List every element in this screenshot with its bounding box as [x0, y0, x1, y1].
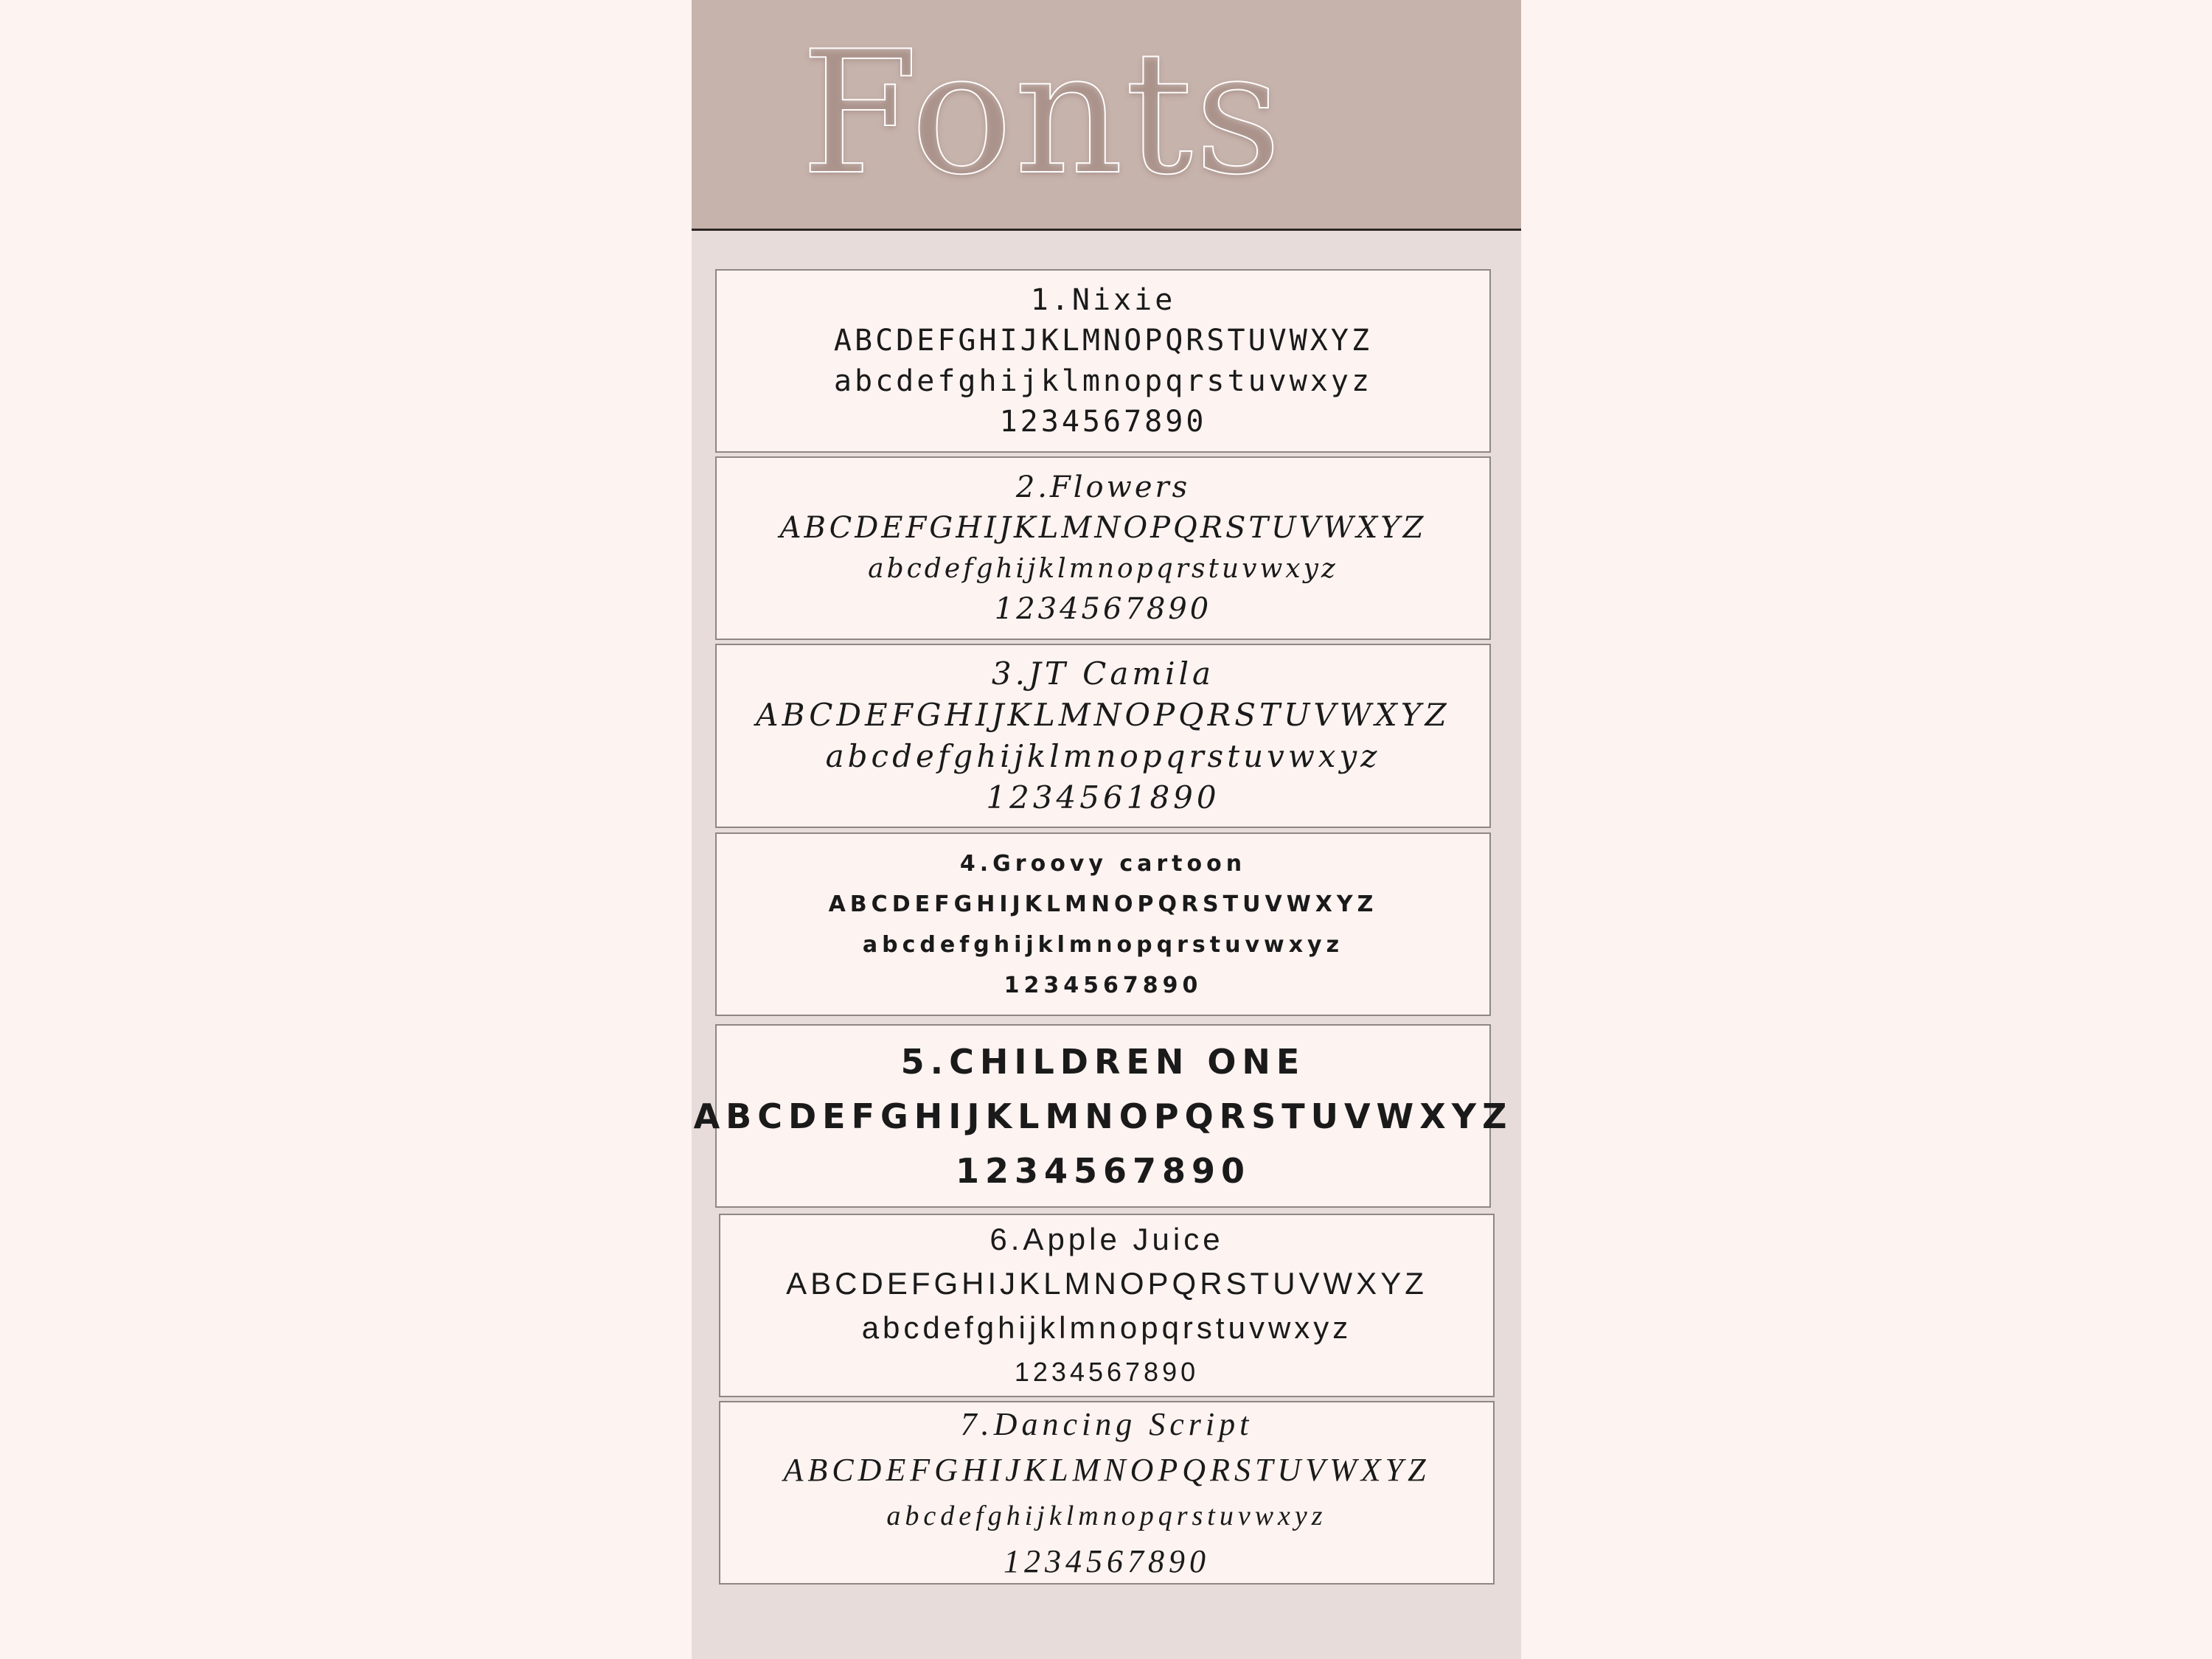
- digits-sample: 1234567890: [1014, 1356, 1200, 1387]
- font-name: 6.Apple Juice: [990, 1221, 1224, 1256]
- lowercase-sample: abcdefghijklmnopqrstuvwxyz: [886, 1500, 1327, 1531]
- font-name: 1.Nixie: [1030, 282, 1176, 317]
- font-name: 3.JT Camila: [991, 655, 1215, 692]
- font-name: 4.Groovy cartoon: [959, 850, 1247, 877]
- digits-sample: 1234567890: [1004, 1543, 1210, 1579]
- uppercase-sample: ABCDEFGHIJKLMNOPQRSTUVWXYZ: [779, 510, 1427, 545]
- digits-sample: 1234567890: [955, 1150, 1251, 1191]
- uppercase-sample: ABCDEFGHIJKLMNOPQRSTUVWXYZ: [756, 697, 1450, 733]
- uppercase-sample: ABCDEFGHIJKLMNOPQRSTUVWXYZ: [786, 1265, 1427, 1301]
- digits-sample: 1234561890: [986, 779, 1220, 815]
- digits-sample: 1234567890: [999, 404, 1207, 439]
- font-name: 7.Dancing Script: [960, 1405, 1253, 1442]
- lowercase-sample: abcdefghijklmnopqrstuvwxyz: [825, 738, 1381, 774]
- uppercase-sample: ABCDEFGHIJKLMNOPQRSTUVWXYZ: [833, 323, 1373, 358]
- lowercase-sample: abcdefghijklmnopqrstuvwxyz: [833, 364, 1373, 398]
- font-sample-card: [692, 0, 1521, 1659]
- font-panel-children-one: [693, 1024, 1513, 1208]
- page-title: Fonts: [801, 15, 1284, 212]
- font-panel-jt-camila: [715, 644, 1491, 828]
- digits-sample: 1234567890: [994, 591, 1212, 626]
- font-panel-nixie: [715, 269, 1491, 453]
- uppercase-sample: ABCDEFGHIJKLMNOPQRSTUVWXYZ: [828, 891, 1378, 917]
- header-banner: [692, 0, 1521, 231]
- lowercase-sample: abcdefghijklmnopqrstuvwxyz: [868, 553, 1338, 584]
- lowercase-sample: abcdefghijklmnopqrstuvwxyz: [862, 931, 1344, 958]
- font-name: 5.CHILDREN ONE: [900, 1041, 1306, 1082]
- font-panel-flowers: [715, 456, 1491, 640]
- lowercase-sample: abcdefghijklmnopqrstuvwxyz: [861, 1310, 1352, 1345]
- uppercase-sample: ABCDEFGHIJKLMNOPQRSTUVWXYZ: [783, 1451, 1430, 1488]
- font-name: 2.Flowers: [1015, 470, 1191, 504]
- uppercase-sample: ABCDEFGHIJKLMNOPQRSTUVWXYZ: [693, 1096, 1513, 1136]
- font-panel-apple-juice: [719, 1214, 1495, 1397]
- font-panel-groovy-cartoon: [715, 832, 1491, 1016]
- font-panel-dancing-script: [719, 1401, 1495, 1585]
- digits-sample: 1234567890: [1004, 972, 1203, 998]
